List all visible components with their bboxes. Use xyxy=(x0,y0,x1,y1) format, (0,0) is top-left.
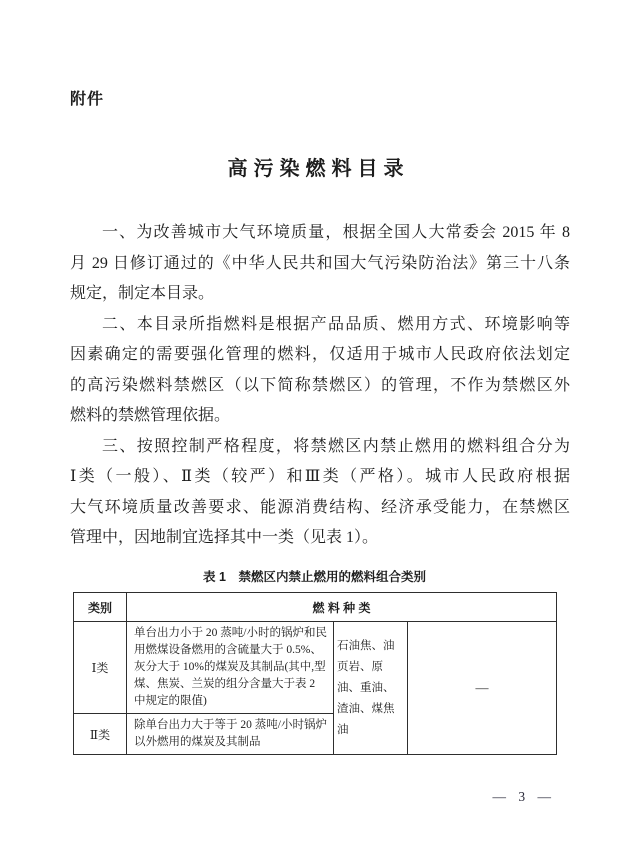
paragraph-1-line-3: 规定，制定本目录。 xyxy=(70,285,215,302)
attachment-label: 附件 xyxy=(70,91,105,108)
table-caption: 表 1 禁燃区内禁止燃用的燃料组合类别 xyxy=(203,570,426,584)
table-cell-liquid-fuels: 石油焦、油页岩、原油、重油、渣油、煤焦油 xyxy=(334,622,408,755)
paragraph-2-line-1: 二、本目录所指燃料是根据产品品质、燃用方式、环境影响等 xyxy=(102,315,570,333)
paragraph-1-line-2: 月 29 日修订通过的《中华人民共和国大气污染防治法》第三十八条 xyxy=(70,254,570,272)
table-header-category: 类别 xyxy=(74,593,127,622)
paragraph-3-line-4: 管理中，因地制宜选择其中一类（见表 1）。 xyxy=(70,529,379,546)
paragraph-2-line-2: 因素确定的需要强化管理的燃料，仅适用于城市人民政府依法划定 xyxy=(70,346,570,363)
page-number: — 3 — xyxy=(492,789,552,804)
table-header-fuel-types: 燃 料 种 类 xyxy=(127,593,557,622)
paragraph-2-line-4: 燃料的禁燃管理依据。 xyxy=(70,407,231,424)
table-cell-category-2: Ⅱ类 xyxy=(74,714,127,755)
table-row-class-1 xyxy=(74,622,557,714)
paragraph-3-line-1: 三、按照控制严格程度，将禁燃区内禁止燃用的燃料组合分为 xyxy=(102,437,570,455)
paragraph-3-line-3: 大气环境质量改善要求、能源消费结构、经济承受能力，在禁燃区 xyxy=(70,498,570,516)
table-cell-description-1: 单台出力小于 20 蒸吨/小时的锅炉和民用燃煤设备燃用的含硫量大于 0.5%、灰分大于 10%的煤炭及其制品(其中,型煤、焦炭、兰炭的组分含量大于表 2 中规定的限值) xyxy=(127,622,334,714)
table-cell-category-1: Ⅰ类 xyxy=(74,622,127,714)
table-header-row xyxy=(74,593,557,622)
paragraph-2-line-3: 的高污染燃料禁燃区（以下简称禁燃区）的管理，不作为禁燃区外 xyxy=(70,376,570,394)
paragraph-1-line-1: 一、为改善城市大气环境质量，根据全国人大常委会 2015 年 8 xyxy=(102,224,570,241)
body-text xyxy=(70,218,570,554)
table-cell-other-dash: — xyxy=(408,622,557,755)
page-title: 高污染燃料目录 xyxy=(227,158,410,180)
paragraph-3-line-2: Ⅰ类（一般）、Ⅱ类（较严）和Ⅲ类（严格）。城市人民政府根据 xyxy=(70,468,570,485)
fuel-category-table xyxy=(73,592,557,755)
table-cell-description-2: 除单台出力大于等于 20 蒸吨/小时锅炉以外燃用的煤炭及其制品 xyxy=(127,714,334,755)
